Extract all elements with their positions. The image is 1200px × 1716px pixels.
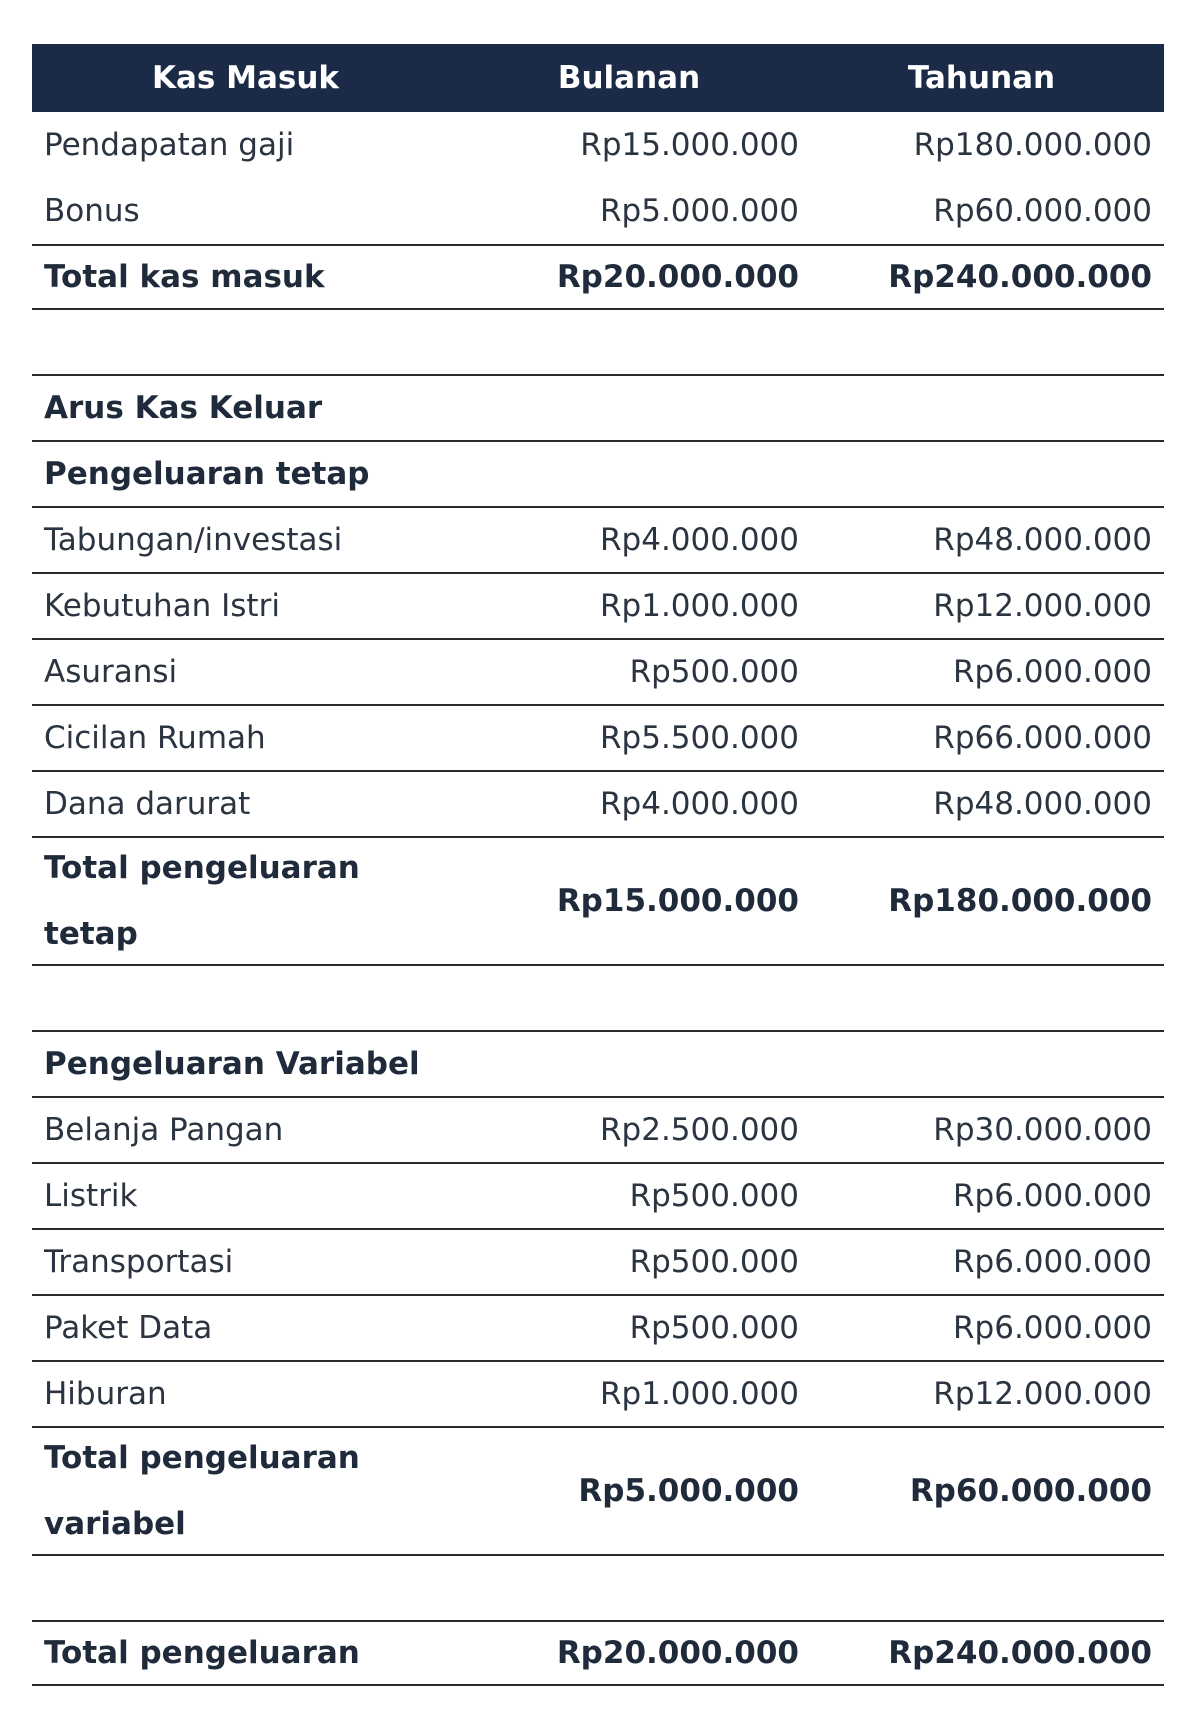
row-yearly: Rp240.000.000 — [888, 1635, 1152, 1671]
row-label: Total pengeluaran — [44, 1635, 360, 1671]
income-total-row — [32, 244, 1164, 310]
row-yearly: Rp60.000.000 — [909, 1473, 1152, 1509]
spacer — [32, 966, 1164, 1030]
row-monthly: Rp5.000.000 — [600, 193, 799, 229]
row-label-line: Total pengeluaran — [44, 850, 360, 886]
row-label-line: Total pengeluaran — [44, 1440, 360, 1476]
row-yearly: Rp180.000.000 — [888, 883, 1152, 919]
table-header — [32, 44, 1164, 112]
row-yearly: Rp48.000.000 — [933, 786, 1152, 822]
row-monthly: Rp15.000.000 — [556, 883, 799, 919]
table-row — [32, 704, 1164, 770]
table-row — [32, 1162, 1164, 1228]
table-row — [32, 178, 1164, 244]
section-title: Pengeluaran tetap — [44, 456, 370, 492]
header-kas-masuk: Kas Masuk — [151, 60, 340, 96]
row-monthly: Rp500.000 — [629, 1178, 799, 1214]
table-row — [32, 1360, 1164, 1426]
section-title-outflow — [32, 374, 1164, 440]
row-yearly: Rp6.000.000 — [953, 1244, 1152, 1280]
row-monthly: Rp4.000.000 — [600, 786, 799, 822]
row-yearly: Rp66.000.000 — [933, 720, 1152, 756]
spacer — [32, 310, 1164, 374]
row-label: Bonus — [44, 193, 140, 229]
table-row — [32, 770, 1164, 836]
row-monthly: Rp500.000 — [629, 1310, 799, 1346]
row-label-line: variabel — [44, 1506, 186, 1542]
row-label: Total kas masuk — [44, 259, 325, 295]
variable-total-row — [32, 1426, 1164, 1556]
row-monthly: Rp5.500.000 — [600, 720, 799, 756]
row-yearly: Rp30.000.000 — [933, 1112, 1152, 1148]
row-yearly: Rp48.000.000 — [933, 522, 1152, 558]
row-label: Dana darurat — [44, 786, 251, 822]
section-title: Pengeluaran Variabel — [44, 1046, 420, 1082]
row-yearly: Rp240.000.000 — [888, 259, 1152, 295]
header-bulanan: Bulanan — [557, 60, 701, 96]
table-row — [32, 506, 1164, 572]
row-label: Listrik — [44, 1178, 138, 1214]
grand-total-row — [32, 1620, 1164, 1686]
header-tahunan: Tahunan — [907, 60, 1056, 96]
row-monthly: Rp15.000.000 — [580, 127, 799, 163]
row-label — [32, 835, 459, 967]
row-label — [32, 1425, 459, 1557]
row-yearly: Rp60.000.000 — [933, 193, 1152, 229]
row-label: Asuransi — [44, 654, 178, 690]
row-label: Cicilan Rumah — [44, 720, 266, 756]
row-monthly: Rp20.000.000 — [556, 259, 799, 295]
table-row — [32, 1294, 1164, 1360]
row-yearly: Rp180.000.000 — [913, 127, 1152, 163]
row-label: Kebutuhan Istri — [44, 588, 280, 624]
row-label-line: tetap — [44, 916, 138, 952]
row-monthly: Rp5.000.000 — [578, 1473, 799, 1509]
row-label: Belanja Pangan — [44, 1112, 284, 1148]
table-row — [32, 572, 1164, 638]
row-yearly: Rp6.000.000 — [953, 1178, 1152, 1214]
row-monthly: Rp20.000.000 — [556, 1635, 799, 1671]
row-yearly: Rp6.000.000 — [953, 1310, 1152, 1346]
table-row — [32, 112, 1164, 178]
row-yearly: Rp12.000.000 — [933, 588, 1152, 624]
row-monthly: Rp2.500.000 — [600, 1112, 799, 1148]
section-title-variable — [32, 1030, 1164, 1096]
row-monthly: Rp1.000.000 — [600, 1376, 799, 1412]
row-yearly: Rp6.000.000 — [953, 654, 1152, 690]
spacer — [32, 1556, 1164, 1620]
row-label: Tabungan/investasi — [44, 522, 343, 558]
row-label: Paket Data — [44, 1310, 213, 1346]
row-monthly: Rp500.000 — [629, 654, 799, 690]
row-label: Hiburan — [44, 1376, 167, 1412]
fixed-total-row — [32, 836, 1164, 966]
row-monthly: Rp1.000.000 — [600, 588, 799, 624]
row-monthly: Rp4.000.000 — [600, 522, 799, 558]
table-row — [32, 638, 1164, 704]
cash-flow-table — [32, 44, 1164, 1686]
section-title-fixed — [32, 440, 1164, 506]
section-title: Arus Kas Keluar — [44, 390, 323, 426]
table-row — [32, 1096, 1164, 1162]
row-label: Pendapatan gaji — [44, 127, 295, 163]
table-row — [32, 1228, 1164, 1294]
row-label: Transportasi — [44, 1244, 234, 1280]
row-monthly: Rp500.000 — [629, 1244, 799, 1280]
row-yearly: Rp12.000.000 — [933, 1376, 1152, 1412]
